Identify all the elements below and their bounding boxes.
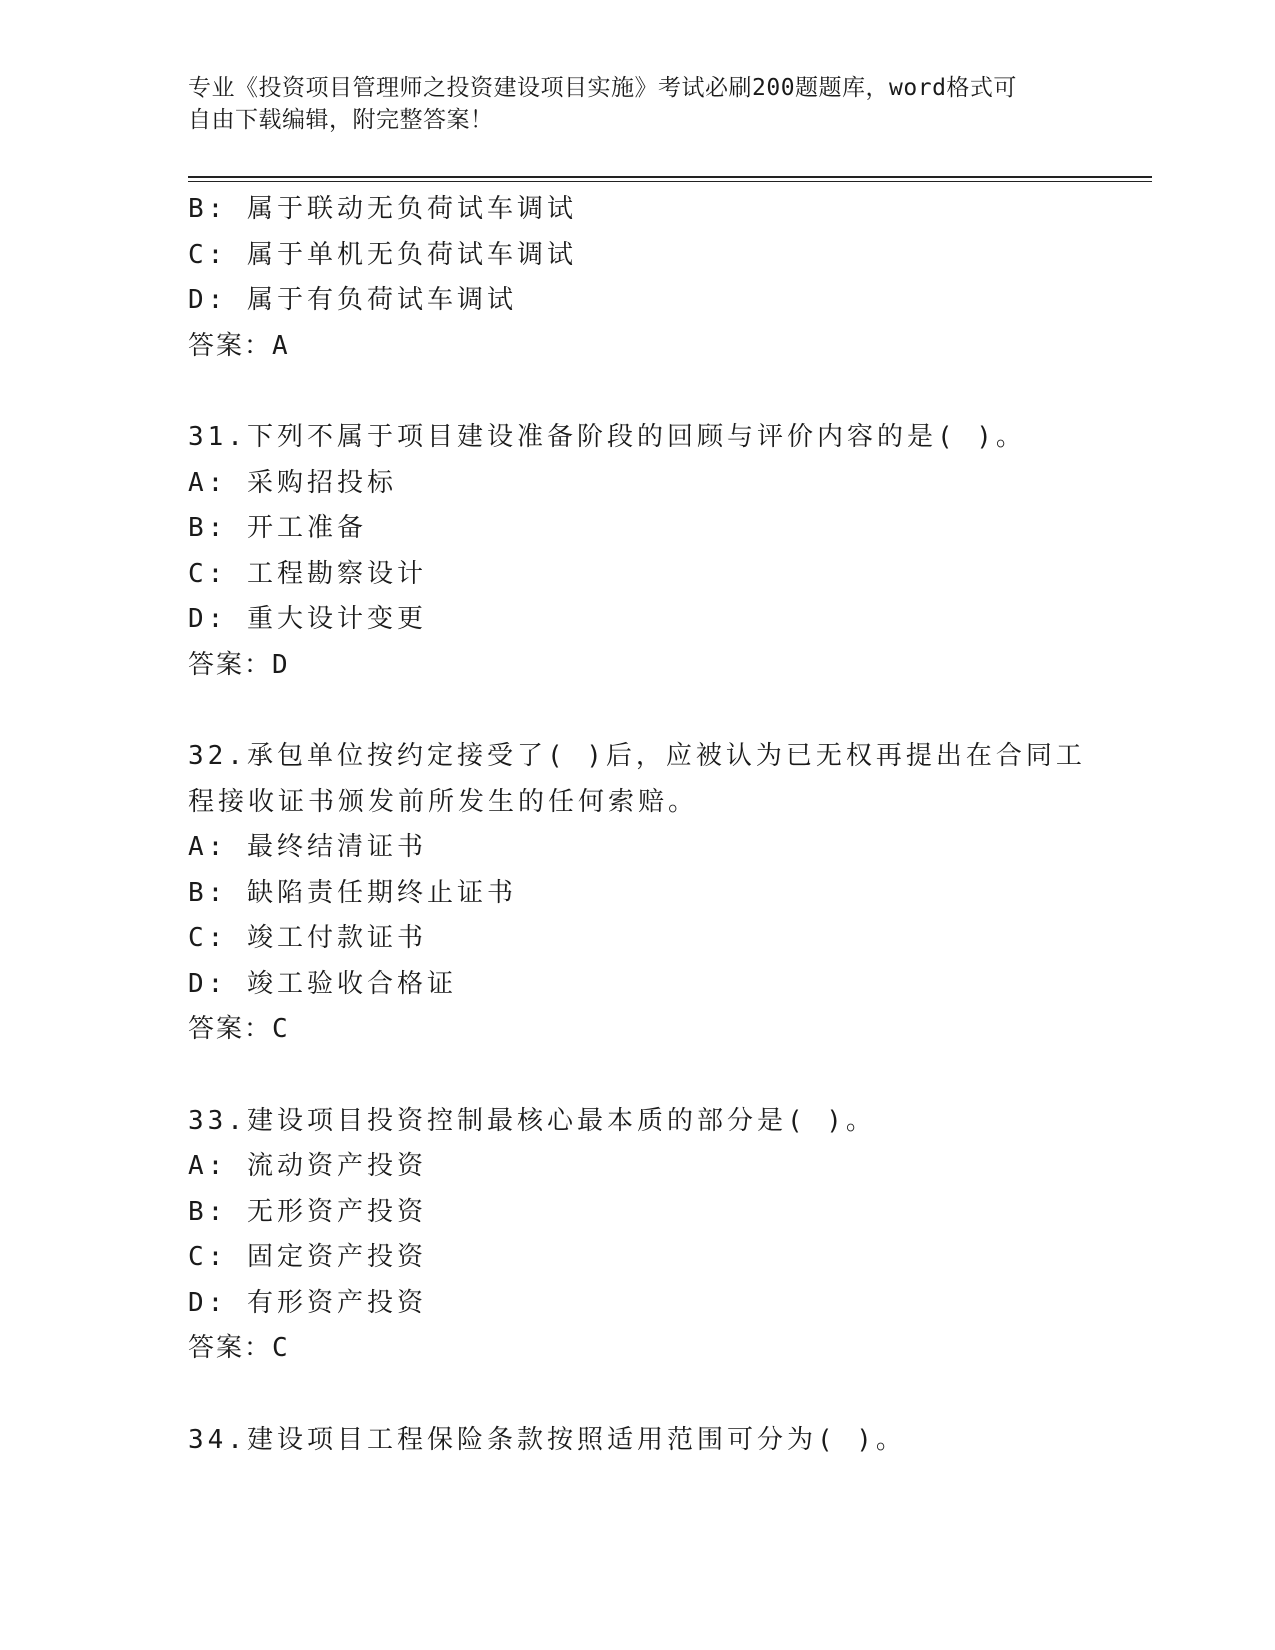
option-b: B: 属于联动无负荷试车调试 xyxy=(188,194,577,224)
partial-question xyxy=(188,187,1088,369)
option-a: A: 采购招投标 xyxy=(188,467,397,498)
option-d: D: 属于有负荷试车调试 xyxy=(188,285,517,315)
answer-line xyxy=(188,324,1088,370)
question-34 xyxy=(188,1418,1088,1464)
answer-line xyxy=(188,1326,1088,1372)
option-b: B: 缺陷责任期终止证书 xyxy=(188,877,517,908)
answer-label: 答案： xyxy=(188,1014,273,1044)
option-d: D: 有形资产投资 xyxy=(188,1287,427,1318)
option-c: C: 工程勘察设计 xyxy=(188,558,427,589)
option-d: D: 竣工验收合格证 xyxy=(188,968,457,999)
answer-line xyxy=(188,643,1088,689)
option-b: B: 无形资产投资 xyxy=(188,1196,427,1227)
option-a: A: 流动资产投资 xyxy=(188,1151,427,1181)
option-c: C: 属于单机无负荷试车调试 xyxy=(188,239,577,270)
answer-line xyxy=(188,1007,1088,1053)
option-b: B: 开工准备 xyxy=(188,513,367,543)
option-a: A: 最终结清证书 xyxy=(188,832,427,862)
question-stem: 34.建设项目工程保险条款按照适用范围可分为( )。 xyxy=(188,1424,906,1455)
question-stem-continued: 程接收证书颁发前所发生的任何索赔。 xyxy=(188,786,699,817)
answer-value: C xyxy=(272,1014,290,1044)
header-divider xyxy=(188,176,1152,182)
header-line-1: 专业《投资项目管理师之投资建设项目实施》考试必刷200题题库，word格式可 xyxy=(188,75,1017,101)
question-stem: 33.建设项目投资控制最核心最本质的部分是( )。 xyxy=(188,1105,876,1136)
question-33 xyxy=(188,1099,1088,1372)
answer-value: C xyxy=(272,1333,290,1363)
document-header xyxy=(188,72,1088,136)
option-c: C: 竣工付款证书 xyxy=(188,923,427,953)
answer-label: 答案： xyxy=(188,330,273,361)
option-d: D: 重大设计变更 xyxy=(188,604,427,634)
header-line-2: 自由下载编辑，附完整答案！ xyxy=(188,107,494,133)
option-c: C: 固定资产投资 xyxy=(188,1242,427,1272)
answer-label: 答案： xyxy=(188,1333,273,1363)
question-32 xyxy=(188,734,1088,1053)
question-31 xyxy=(188,415,1088,688)
question-stem: 31.下列不属于项目建设准备阶段的回顾与评价内容的是( )。 xyxy=(188,422,1026,452)
answer-value: A xyxy=(272,330,290,361)
answer-value: D xyxy=(272,649,290,680)
question-stem: 32.承包单位按约定接受了( )后，应被认为已无权再提出在合同工 xyxy=(188,741,1086,771)
answer-label: 答案： xyxy=(188,649,273,680)
question-list xyxy=(188,187,1088,1463)
